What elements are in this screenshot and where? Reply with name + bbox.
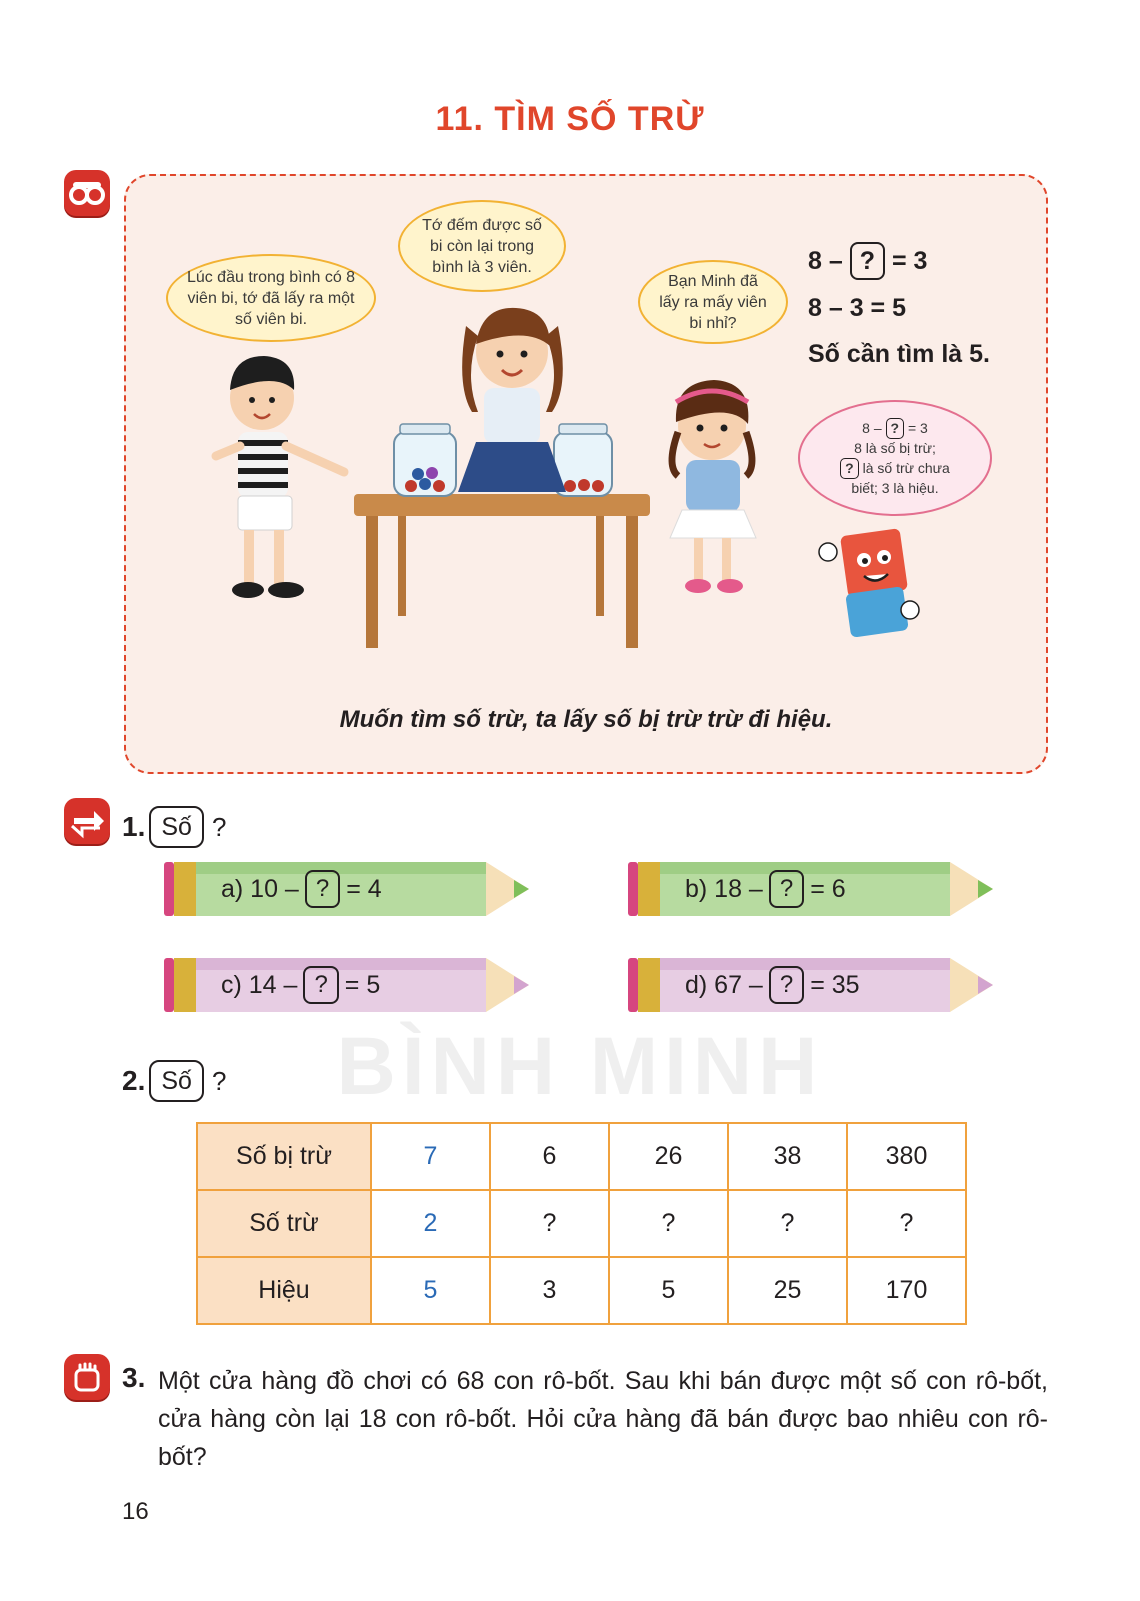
exercise-3-number: 3. (122, 1362, 146, 1393)
pencil-item-c: c) 14 – ? = 5 (164, 954, 529, 1016)
speech-bubble-girl-middle: Tớ đếm được số bi còn lại trong bình là 3 viên. (398, 200, 566, 292)
discovery-box (124, 174, 1048, 774)
row-header: Số trừ (197, 1190, 371, 1257)
answer-box-c[interactable]: ? (303, 966, 338, 1004)
equation-1 (808, 242, 927, 280)
equation-1-left: 8 – (808, 247, 843, 275)
speech-bubble-boy: Lúc đầu trong bình có 8 viên bi, tớ đã lấy ra một số viên bi. (166, 254, 376, 342)
eraser-note-line1: 8 – ? = 3 (862, 418, 928, 439)
practice-arrows-icon (64, 798, 110, 844)
row-header: Hiệu (197, 1257, 371, 1324)
eraser-note-line3: ? là số trừ chưa (840, 458, 950, 479)
equation-2: 8 – 3 = 5 (808, 294, 906, 322)
fist-icon (64, 1354, 110, 1400)
conclusion-text: Số cần tìm là 5. (808, 340, 991, 368)
answer-cell[interactable]: ? (609, 1190, 728, 1257)
table-cell: 170 (847, 1257, 966, 1324)
eraser-mascot-icon (819, 528, 919, 638)
answer-box-d[interactable]: ? (769, 966, 804, 1004)
page-number: 16 (122, 1498, 149, 1525)
question-box: ? (840, 458, 859, 479)
table-cell: 7 (371, 1123, 490, 1190)
lesson-title: 11. TÌM SỐ TRỪ (435, 100, 705, 138)
pencil-item-b: b) 18 – ? = 6 (628, 858, 993, 920)
table-cell: 380 (847, 1123, 966, 1190)
table-cell: 6 (490, 1123, 609, 1190)
answer-cell[interactable]: ? (490, 1190, 609, 1257)
table-cell: 25 (728, 1257, 847, 1324)
table-cell: 38 (728, 1123, 847, 1190)
equation-1-right: = 3 (891, 247, 928, 275)
binoculars-icon (64, 170, 110, 216)
exercise-1-number: 1. (122, 811, 146, 842)
eraser-note-line4: biết; 3 là hiệu. (851, 480, 939, 496)
exercise-2-question-mark: ? (211, 1065, 227, 1096)
table-cell: 5 (609, 1257, 728, 1324)
table-row (197, 1190, 966, 1257)
answer-box-b[interactable]: ? (769, 870, 804, 908)
pencil-item-d: d) 67 – ? = 35 (628, 954, 993, 1016)
eraser-note-bubble (798, 400, 992, 516)
exercise-2-label-box: Số (149, 1060, 204, 1102)
answer-box-a[interactable]: ? (305, 870, 340, 908)
exercise-1-label-box: Số (149, 806, 204, 848)
answer-cell[interactable]: ? (728, 1190, 847, 1257)
eraser-note-line2: 8 là số bị trừ; (854, 440, 936, 456)
watermark: BÌNH MINH (336, 1021, 824, 1112)
table-row (197, 1257, 966, 1324)
subtraction-table (196, 1122, 967, 1325)
table-cell: 3 (490, 1257, 609, 1324)
table-cell: 5 (371, 1257, 490, 1324)
table-cell: 26 (609, 1123, 728, 1190)
answer-cell[interactable]: ? (847, 1190, 966, 1257)
table-cell: 2 (371, 1190, 490, 1257)
exercise-1-question-mark: ? (211, 811, 227, 842)
speech-bubble-girl-right: Bạn Minh đã lấy ra mấy viên bi nhỉ? (638, 260, 788, 344)
table-row (197, 1123, 966, 1190)
exercise-2-heading (122, 1060, 226, 1102)
exercise-3-problem-text: Một cửa hàng đồ chơi có 68 con rô-bốt. Sau khi bán được một số con rô-bốt, cửa hàng còn lại 18 con rô-bốt. Hỏi cửa hàng đã bán được bao nhiêu con rô-bốt? (158, 1367, 1048, 1471)
row-header: Số bị trừ (197, 1123, 371, 1190)
question-box: ? (886, 418, 905, 439)
rule-statement: Muốn tìm số trừ, ta lấy số bị trừ trừ đi hiệu. (339, 706, 833, 733)
question-box: ? (850, 242, 885, 280)
pencil-item-a: a) 10 – ? = 4 (164, 858, 529, 920)
exercise-1-heading (122, 806, 226, 848)
exercise-2-number: 2. (122, 1065, 146, 1096)
